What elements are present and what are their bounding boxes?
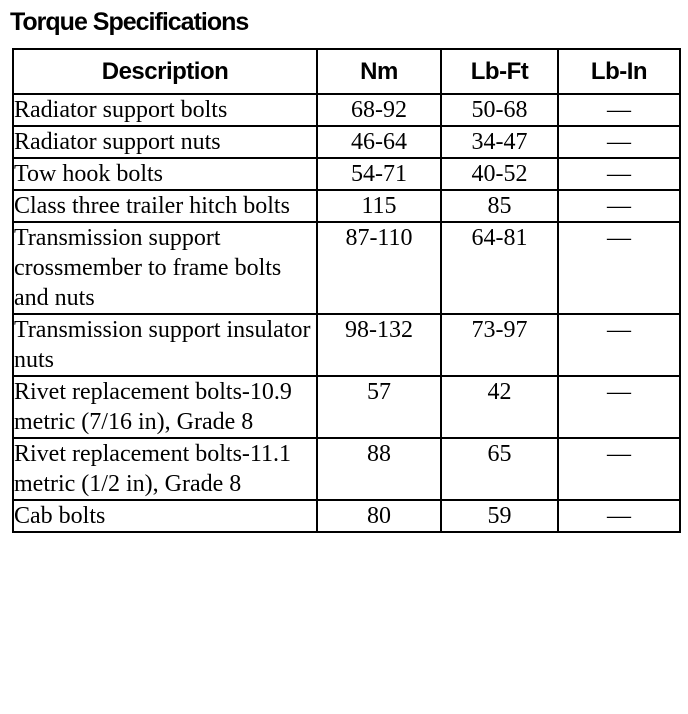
- description-cell: Class three trailer hitch bolts: [13, 190, 317, 222]
- column-header-lb-in: Lb-In: [558, 49, 680, 94]
- nm-cell: 54-71: [317, 158, 441, 190]
- page-title: Torque Specifications: [10, 8, 249, 36]
- table-row: [13, 376, 680, 438]
- table-row: [13, 438, 680, 500]
- lb-ft-cell: 50-68: [441, 94, 558, 126]
- table-row: [13, 94, 680, 126]
- lb-in-cell: —: [558, 94, 680, 126]
- table-row: [13, 190, 680, 222]
- lb-in-cell: —: [558, 222, 680, 314]
- table-row: [13, 314, 680, 376]
- lb-in-cell: —: [558, 126, 680, 158]
- lb-ft-cell: 64-81: [441, 222, 558, 314]
- nm-cell: 88: [317, 438, 441, 500]
- nm-cell: 68-92: [317, 94, 441, 126]
- description-cell: Transmission support insulator nuts: [13, 314, 317, 376]
- lb-ft-cell: 42: [441, 376, 558, 438]
- description-cell: Transmission support crossmember to frame bolts and nuts: [13, 222, 317, 314]
- lb-ft-cell: 59: [441, 500, 558, 532]
- table-row: [13, 126, 680, 158]
- description-cell: Tow hook bolts: [13, 158, 317, 190]
- description-cell: Radiator support nuts: [13, 126, 317, 158]
- lb-ft-cell: 40-52: [441, 158, 558, 190]
- column-header-description: Description: [13, 49, 317, 94]
- column-header-lb-ft: Lb-Ft: [441, 49, 558, 94]
- torque-spec-table: [12, 48, 681, 533]
- table-row: [13, 222, 680, 314]
- lb-in-cell: —: [558, 314, 680, 376]
- lb-in-cell: —: [558, 158, 680, 190]
- nm-cell: 98-132: [317, 314, 441, 376]
- description-cell: Rivet replacement bolts-11.1 metric (1/2 in), Grade 8: [13, 438, 317, 500]
- table-header-row: [13, 49, 680, 94]
- table-row: [13, 158, 680, 190]
- lb-ft-cell: 73-97: [441, 314, 558, 376]
- table-row: [13, 500, 680, 532]
- lb-in-cell: —: [558, 376, 680, 438]
- nm-cell: 115: [317, 190, 441, 222]
- lb-in-cell: —: [558, 190, 680, 222]
- description-cell: Cab bolts: [13, 500, 317, 532]
- lb-ft-cell: 34-47: [441, 126, 558, 158]
- lb-ft-cell: 65: [441, 438, 558, 500]
- description-cell: Radiator support bolts: [13, 94, 317, 126]
- column-header-nm: Nm: [317, 49, 441, 94]
- lb-in-cell: —: [558, 500, 680, 532]
- nm-cell: 46-64: [317, 126, 441, 158]
- lb-ft-cell: 85: [441, 190, 558, 222]
- description-cell: Rivet replacement bolts-10.9 metric (7/16 in), Grade 8: [13, 376, 317, 438]
- nm-cell: 80: [317, 500, 441, 532]
- nm-cell: 57: [317, 376, 441, 438]
- nm-cell: 87-110: [317, 222, 441, 314]
- lb-in-cell: —: [558, 438, 680, 500]
